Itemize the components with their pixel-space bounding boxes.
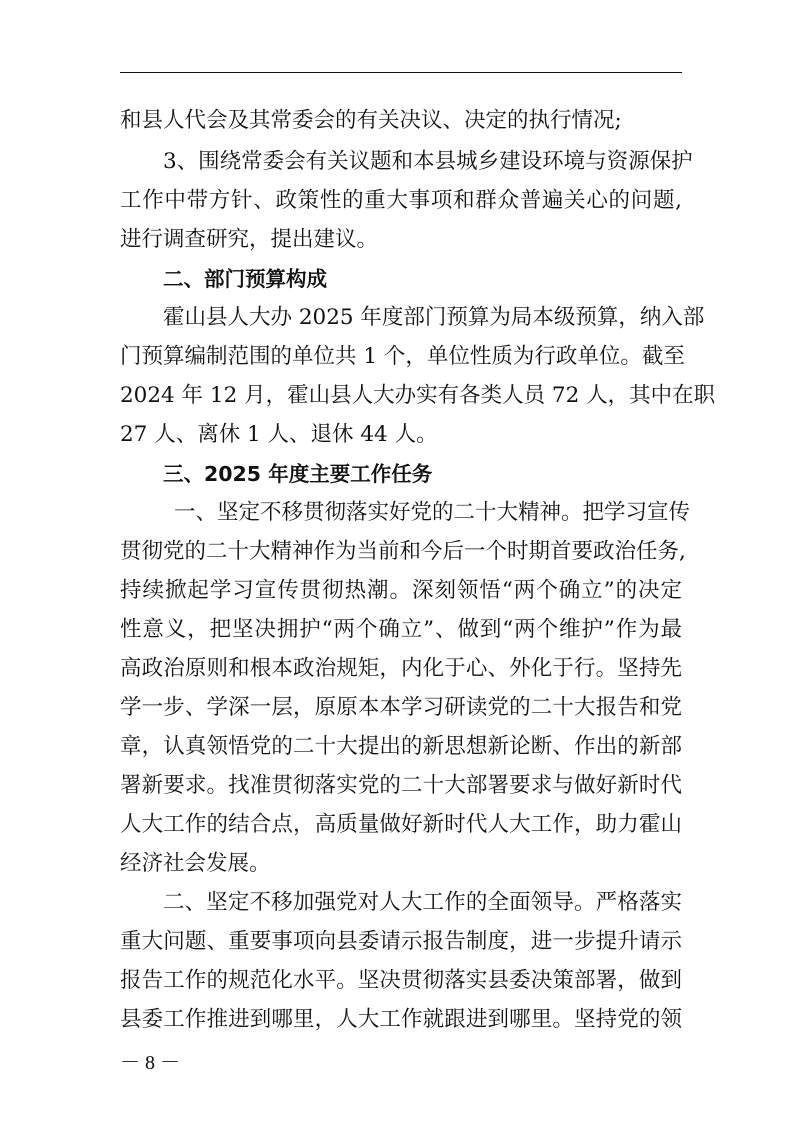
body-line: 高政治原则和根本政治规矩，内化于心、外化于行。坚持先 [120, 656, 682, 681]
section-heading: 三、2025 年度主要工作任务 [163, 462, 433, 486]
body-line: 霍山县人大办 2025 年度部门预算为局本级预算，纳入部 [163, 305, 705, 330]
body-line: 和县人代会及其常委会的有关决议、决定的执行情况; [120, 108, 622, 133]
body-line: 重大问题、重要事项向县委请示报告制度，进一步提升请示 [120, 929, 682, 954]
body-line: 一、坚定不移贯彻落实好党的二十大精神。把学习宣传 [174, 500, 691, 525]
body-line: 县委工作推进到哪里，人大工作就跟进到哪里。坚持党的领 [120, 1007, 682, 1032]
body-line: 进行调查研究，提出建议。 [120, 227, 379, 252]
body-line: 章，认真领悟党的二十大提出的新思想新论断、作出的新部 [120, 734, 682, 759]
section-heading: 二、部门预算构成 [163, 267, 327, 291]
body-line: 学一步、学深一层，原原本本学习研读党的二十大报告和党 [120, 695, 682, 720]
body-line: 人大工作的结合点，高质量做好新时代人大工作，助力霍山 [120, 812, 682, 837]
page-number: － 8 － [120, 1052, 180, 1074]
body-line: 持续掀起学习宣传贯彻热潮。深刻领悟“两个确立”的决定 [120, 578, 682, 603]
body-line: 2024 年 12 月，霍山县人大办实有各类人员 72 人，其中在职 [120, 383, 716, 408]
body-line: 3、围绕常委会有关议题和本县城乡建设环境与资源保护 [163, 149, 693, 174]
body-line: 经济社会发展。 [120, 851, 271, 876]
body-line: 性意义，把坚决拥护“两个确立”、做到“两个维护”作为最 [120, 617, 682, 642]
body-line: 二、坚定不移加强党对人大工作的全面领导。严格落实 [163, 890, 682, 915]
body-line: 27 人、离休 1 人、退休 44 人。 [120, 422, 438, 447]
body-line: 署新要求。找准贯彻落实党的二十大部署要求与做好新时代 [120, 773, 682, 798]
body-line: 工作中带方针、政策性的重大事项和群众普遍关心的问题, [120, 188, 682, 213]
body-line: 报告工作的规范化水平。坚决贯彻落实县委决策部署，做到 [120, 968, 682, 993]
body-line: 贯彻党的二十大精神作为当前和今后一个时期首要政治任务, [120, 539, 686, 564]
header-rule [120, 72, 682, 73]
body-line: 门预算编制范围的单位共 1 个，单位性质为行政单位。截至 [120, 344, 685, 369]
